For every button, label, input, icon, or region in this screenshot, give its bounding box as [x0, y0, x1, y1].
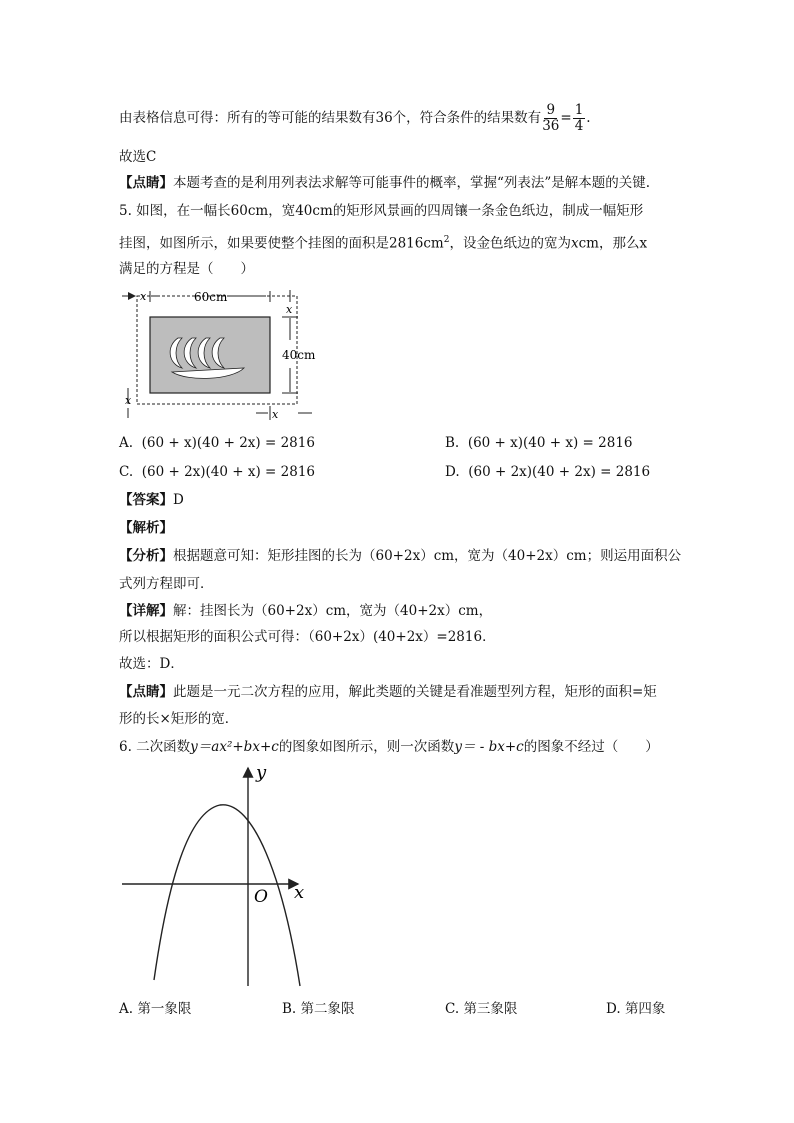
- painting-rect: [150, 317, 270, 393]
- label-x-top-left: x: [140, 290, 147, 303]
- label-x: x: [294, 882, 305, 903]
- label-40cm: 40cm: [282, 348, 316, 362]
- formula-line: 所以根据矩形的面积公式可得：（60+2x）(40+2x）=2816．: [119, 629, 496, 645]
- label-60cm: 60cm: [194, 290, 228, 304]
- parabola-curve: [154, 805, 300, 986]
- choose-c-line: 故选C: [119, 149, 157, 165]
- xiangjie-line: 【详解】解：挂图长为（60+2x）cm，宽为（40+2x）cm，: [119, 603, 493, 619]
- q5-option-c[interactable]: C. (60 + 2x)(40 + x) = 2816: [119, 464, 316, 480]
- choose-d-line: 故选：D．: [119, 656, 184, 672]
- q5-option-d[interactable]: D. (60 + 2x)(40 + 2x) = 2816: [445, 464, 651, 480]
- dianjing-line-1: 【点睛】本题考查的是利用列表法求解等可能事件的概率，掌握“列表法”是解本题的关键.: [119, 175, 651, 191]
- jiexi-heading: 【解析】: [119, 520, 173, 536]
- label-y: y: [256, 762, 267, 783]
- line-text: 由表格信息可得：所有的等可能的结果数有36个，符合条件的结果数有: [119, 110, 542, 126]
- q6-parabola-graph: [118, 762, 318, 990]
- dianjing-line-3: 形的长×矩形的宽．: [119, 711, 239, 727]
- q5-option-a[interactable]: A. (60 + x)(40 + 2x) = 2816: [119, 435, 315, 451]
- q5-frame-figure: [118, 288, 318, 422]
- q6-stem: 6. 二次函数y＝ax²+bx+c的图象如图所示，则一次函数y＝ - bx+c的图象不经过（ ）: [119, 739, 659, 755]
- dianjing-line-2: 【点睛】此题是一元二次方程的应用，解此类题的关键是看准题型列方程，矩形的面积=矩: [119, 684, 657, 700]
- fenxi-line-1: 【分析】根据题意可知：矩形挂图的长为（60+2x）cm，宽为（40+2x）cm；则运用面积公: [119, 548, 682, 564]
- q5-stem-line-1: 5. 如图，在一幅长60cm，宽40cm的矩形风景画的四周镶一条金色纸边，制成一幅矩形: [119, 203, 644, 219]
- label-origin: O: [254, 887, 268, 907]
- label-x-top-right: x: [286, 303, 293, 316]
- q5-stem-line-2: 挂图，如图所示，如果要使整个挂图的面积是$2816cm^2$，设金色纸边的宽为xcm，那么x: [119, 235, 648, 252]
- q6-option-a[interactable]: A. 第一象限: [119, 1001, 192, 1017]
- q6-option-c[interactable]: C. 第三象限: [445, 1001, 518, 1017]
- label-x-bottom-right: x: [272, 408, 279, 421]
- label-x-bottom-left: x: [125, 394, 132, 407]
- q6-option-b[interactable]: B. 第二象限: [282, 1001, 355, 1017]
- text-line-result-count: 由表格信息可得：所有的等可能的结果数有36个，符合条件的结果数有 $\frac{9}{36}$ = $\frac{1}{4}$ .: [119, 102, 591, 134]
- q6-option-d[interactable]: D. 第四象: [606, 1001, 666, 1017]
- answer-line: 【答案】D: [119, 492, 184, 508]
- fraction-9-36: $\frac{9}{36}$: [542, 102, 560, 134]
- q5-option-b[interactable]: B. (60 + x)(40 + x) = 2816: [445, 435, 633, 451]
- fenxi-line-2: 式列方程即可．: [119, 576, 214, 592]
- q5-stem-line-3: 满足的方程是（ ）: [119, 261, 254, 277]
- fraction-1-4: $\frac{1}{4}$: [574, 102, 584, 134]
